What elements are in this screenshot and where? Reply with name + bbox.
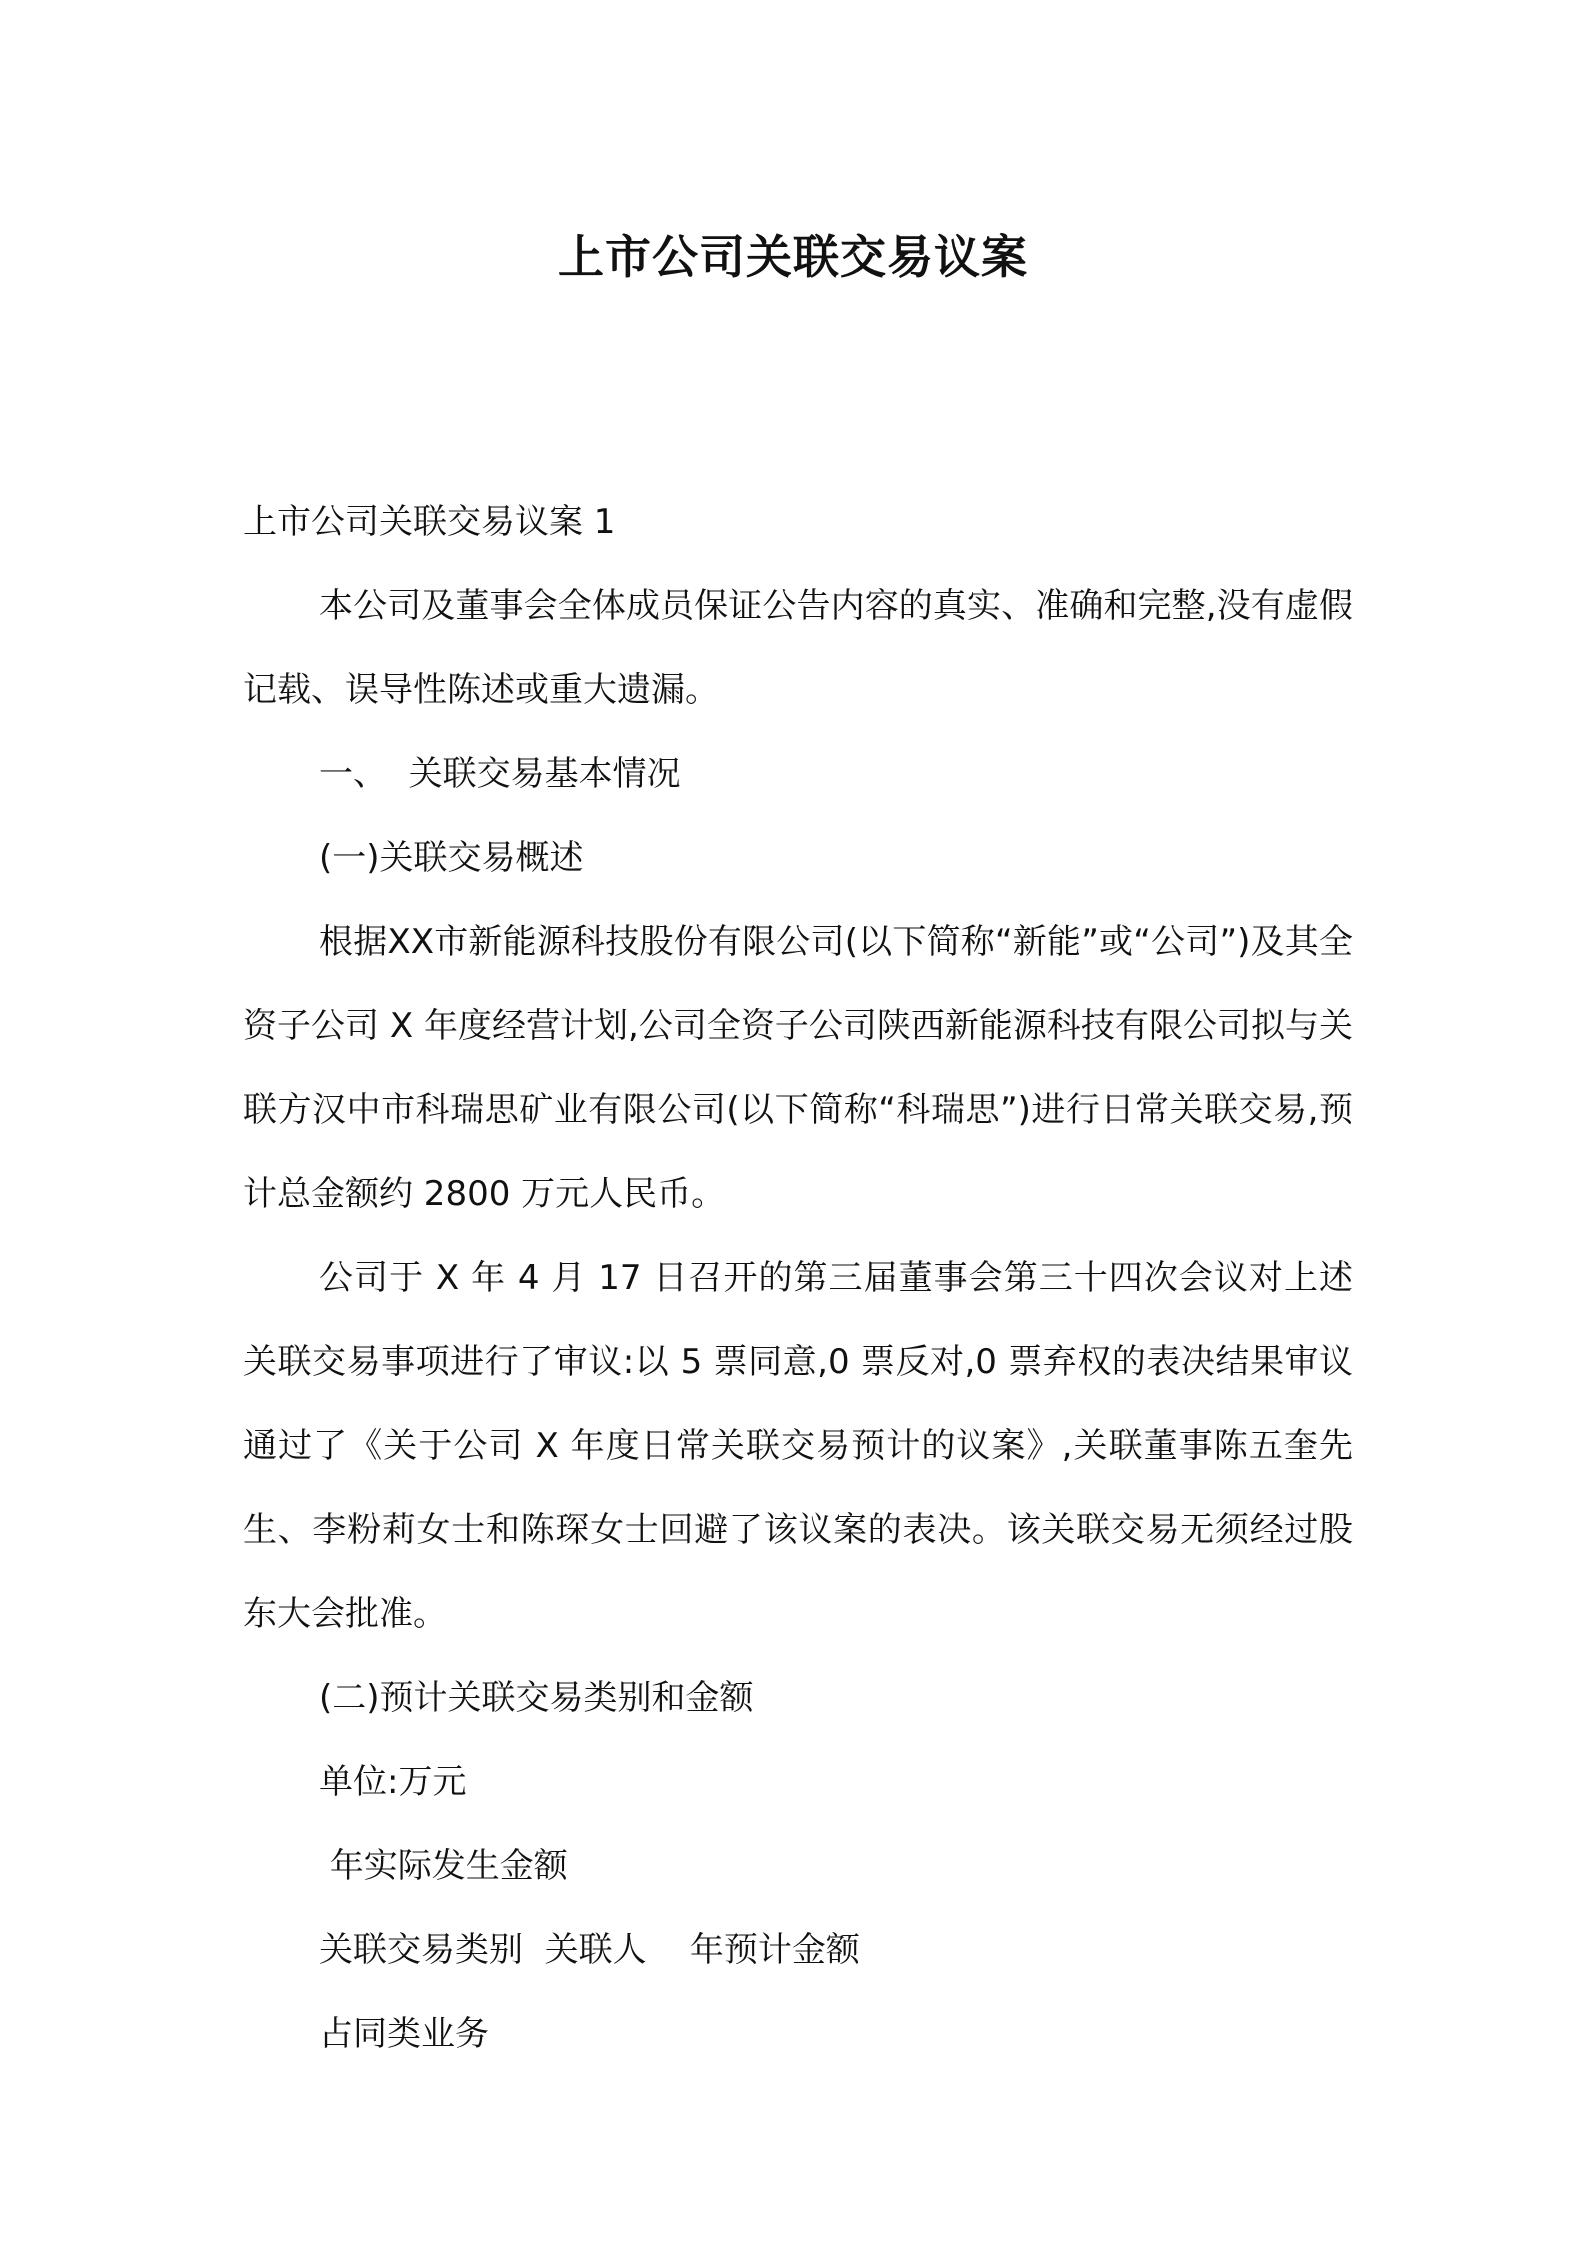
approval-paragraph: 公司于 X 年 4 月 17 日召开的第三届董事会第三十四次会议对上述关联交易事项进行了审议:以 5 票同意,0 票反对,0 票弃权的表决结果审议通过了《关于公司 X 年度日常关联交易预计的议案》,关联董事陈五奎先生、李粉莉女士和陈琛女士回避了该议案的表决。该关联交易无须经过股东大会批准。 xyxy=(243,1258,1353,1634)
section-heading-one: 一、 关联交易基本情况 xyxy=(319,754,681,794)
document-title: 上市公司关联交易议案 xyxy=(558,230,1028,284)
subsection-heading-two: (二)预计关联交易类别和金额 xyxy=(319,1678,754,1718)
document-subtitle: 上市公司关联交易议案 1 xyxy=(243,502,616,542)
table-header-line-1: 年实际发生金额 xyxy=(319,1846,568,1886)
overview-paragraph: 根据XX市新能源科技股份有限公司(以下简称“新能”或“公司”)及其全资子公司 X 年度经营计划,公司全资子公司陕西新能源科技有限公司拟与关联方汉中市科瑞思矿业有限公司(以下简称“科瑞思”)进行日常关联交易,预计总金额约 2800 万元人民币。 xyxy=(243,922,1353,1214)
subsection-heading-one: (一)关联交易概述 xyxy=(319,838,584,878)
document-body xyxy=(243,480,1353,2076)
declaration-paragraph: 本公司及董事会全体成员保证公告内容的真实、准确和完整,没有虚假记载、误导性陈述或重大遗漏。 xyxy=(243,586,1353,710)
unit-label: 单位:万元 xyxy=(319,1762,467,1802)
table-header-line-3: 占同类业务 xyxy=(319,2014,489,2054)
table-header-line-2: 关联交易类别 关联人 年预计金额 xyxy=(319,1930,860,1970)
